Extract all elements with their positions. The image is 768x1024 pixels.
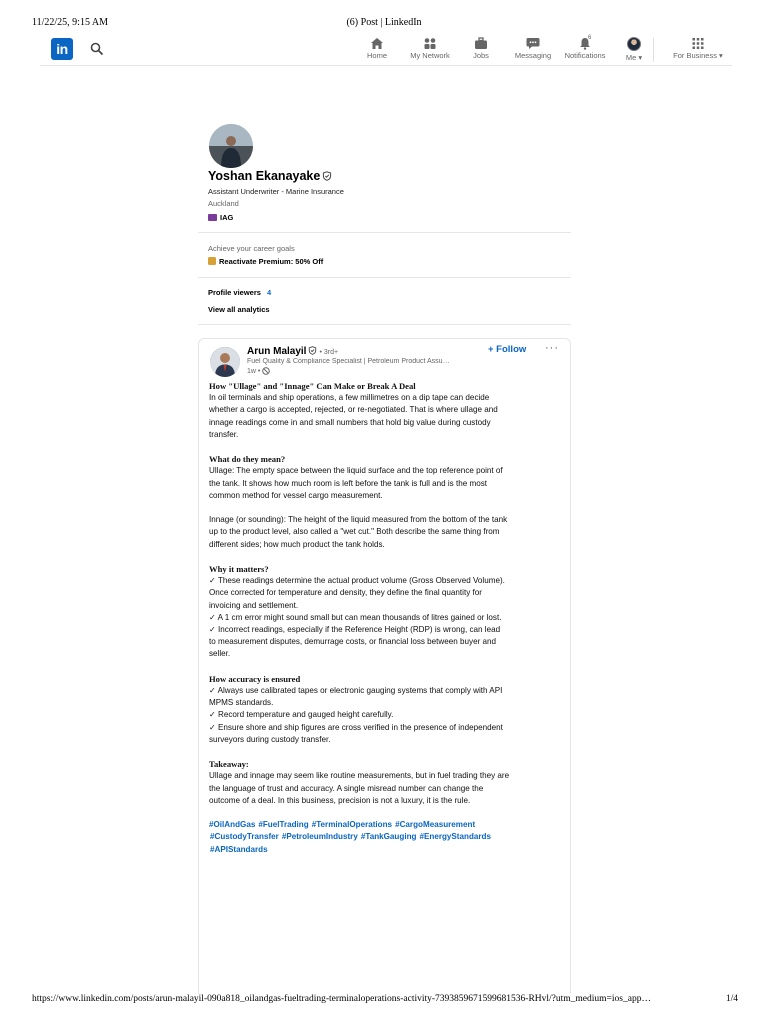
verified-icon <box>322 171 332 181</box>
post-time-text: 1w • <box>247 368 261 375</box>
divider <box>198 232 571 233</box>
profile-viewers-link[interactable] <box>208 288 271 297</box>
hashtag-link[interactable]: #PetroleumIndustry <box>281 832 358 842</box>
view-analytics-link[interactable]: View all analytics <box>208 305 270 314</box>
section-heading-takeaway: Takeaway: <box>209 759 249 770</box>
post-card <box>198 338 571 994</box>
company-name: IAG <box>220 213 234 222</box>
hashtag-link[interactable]: #OilAndGas <box>209 820 256 830</box>
post-title: How "Ullage" and "Innage" Can Make or Break A Deal <box>209 381 416 391</box>
hashtag-link[interactable]: #TankGauging <box>360 832 417 842</box>
home-icon <box>370 37 384 50</box>
author-name-text: Arun Malayil <box>247 346 307 357</box>
hashtag-link[interactable]: #APIStandards <box>210 844 268 854</box>
profile-headline: Assistant Underwriter - Marine Insurance <box>208 187 344 196</box>
hashtag-line <box>209 844 561 856</box>
post-takeaway: Ullage and innage may seem like routine measurements, but in fuel trading they are the language of trust and accuracy. A single misread number can change the outcome of a deal. In this business, precision is not a luxury, it is the rule. <box>209 771 510 805</box>
globe-icon <box>262 367 270 375</box>
grid-icon <box>691 37 705 50</box>
print-footer <box>0 994 768 1008</box>
divider <box>198 324 571 325</box>
hashtag-link[interactable]: #CustodyTransfer <box>210 832 279 842</box>
network-icon <box>423 37 437 50</box>
post-innage: Innage (or sounding): The height of the liquid measured from the bottom of the tank up to the product level, also called a "wet cut." Both describe the same thing from different sides; how much product the tank holds. <box>209 515 508 549</box>
notifications-badge: 6 <box>588 35 592 41</box>
nav-jobs[interactable] <box>468 36 494 64</box>
premium-icon <box>208 257 216 265</box>
follow-button[interactable]: + Follow <box>488 344 527 355</box>
profile-name-text: Yoshan Ekanayake <box>208 169 321 183</box>
profile-viewers-label: Profile viewers <box>208 288 261 297</box>
author-avatar[interactable] <box>210 347 240 377</box>
divider <box>198 277 571 278</box>
company-logo-icon <box>208 214 217 221</box>
reactivate-premium-link[interactable] <box>208 257 323 266</box>
hashtags <box>209 819 561 856</box>
hashtag-link[interactable]: #FuelTrading <box>258 820 309 830</box>
post-accuracy: ✓ Always use calibrated tapes or electronic gauging systems that comply with API MPMS standards. ✓ Record temperature and gauged height carefully. ✓ Ensure shore and ship figures are cross verified in the presence of independent surveyors during custody transfer. <box>209 686 503 744</box>
nav-for-business-label: For Business <box>673 51 717 60</box>
briefcase-icon <box>474 37 488 50</box>
search-icon[interactable] <box>90 42 104 56</box>
hashtag-link[interactable]: #TerminalOperations <box>311 820 393 830</box>
profile-location: Auckland <box>208 199 239 208</box>
nav-jobs-label: Jobs <box>473 51 489 60</box>
career-goals-text: Achieve your career goals <box>208 244 295 253</box>
author-photo-icon <box>210 347 240 377</box>
nav-home[interactable] <box>362 36 392 64</box>
profile-viewers-count: 4 <box>266 288 272 297</box>
post-matters: ✓ These readings determine the actual product volume (Gross Observed Volume). Once corrected for temperature and density, they define the final quantity for invoicing and settlement. ✓ A 1 cm error might sound small but can mean thousands of litres gained or lost. ✓ Incorrect readings, especially if the Reference Height (RDP) is wrong, can lead to measurement disputes, demurrage costs, or financial loss between buyer and seller. <box>209 576 505 659</box>
post-ullage: Ullage: The empty space between the liquid surface and the top reference point of the tank. It shows how much room is left before the tank is full and is the most common method for vessel cargo measurement. <box>209 466 503 500</box>
hashtag-line <box>209 831 561 843</box>
author-headline: Fuel Quality & Compliance Specialist | Petroleum Product Assu… <box>247 358 450 365</box>
section-heading-meaning: What do they mean? <box>209 454 286 465</box>
profile-name[interactable] <box>208 169 332 183</box>
more-options-icon[interactable]: ··· <box>545 342 559 354</box>
profile-company[interactable] <box>208 213 233 222</box>
chevron-down-icon: ▾ <box>638 53 643 62</box>
avatar <box>627 37 641 51</box>
top-nav <box>40 36 732 66</box>
verified-icon <box>308 346 317 355</box>
section-heading-accuracy: How accuracy is ensured <box>209 673 301 684</box>
profile-photo-icon <box>209 124 253 168</box>
print-header <box>0 17 768 31</box>
nav-me-label: Me <box>625 53 637 62</box>
linkedin-logo[interactable]: in <box>51 38 73 60</box>
nav-messaging-label: Messaging <box>514 51 552 60</box>
nav-notifications[interactable] <box>560 36 610 64</box>
nav-my-network[interactable] <box>404 36 456 64</box>
hashtag-link[interactable]: #CargoMeasurement <box>395 820 476 830</box>
print-page-number: 1/4 <box>725 994 738 1004</box>
print-title: (6) Post | LinkedIn <box>346 17 422 28</box>
print-url: https://www.linkedin.com/posts/arun-malayil-090a818_oilandgas-fueltrading-terminaloperations-activity-7393859671599681536-RHvl/?utm_medium=ios_app… <box>32 994 651 1004</box>
connection-degree: • 3rd+ <box>319 349 339 356</box>
premium-label: Reactivate Premium: 50% Off <box>219 257 324 266</box>
messaging-icon <box>526 37 540 50</box>
nav-my-network-label: My Network <box>410 51 450 60</box>
author-name[interactable] <box>247 346 338 357</box>
post-timestamp <box>247 367 270 375</box>
section-heading-matters: Why it matters? <box>209 564 269 574</box>
nav-home-label: Home <box>366 51 387 60</box>
post-intro: In oil terminals and ship operations, a few millimetres on a dip tape can decide whether a cargo is accepted, rejected, or re-negotiated. That is where ullage and innage readings come in and small numbers that hold big value during custody transfer. <box>209 393 498 439</box>
print-date: 11/22/25, 9:15 AM <box>32 17 109 28</box>
nav-for-business[interactable] <box>668 36 728 64</box>
nav-me[interactable] <box>622 36 646 64</box>
nav-notifications-label: Notifications <box>564 51 606 60</box>
nav-messaging[interactable] <box>512 36 554 64</box>
hashtag-line <box>209 819 561 831</box>
profile-avatar[interactable] <box>209 124 253 168</box>
post-body <box>209 380 561 856</box>
hashtag-link[interactable]: #EnergyStandards <box>419 832 491 842</box>
nav-divider <box>653 38 654 62</box>
chevron-down-icon: ▾ <box>719 51 723 60</box>
